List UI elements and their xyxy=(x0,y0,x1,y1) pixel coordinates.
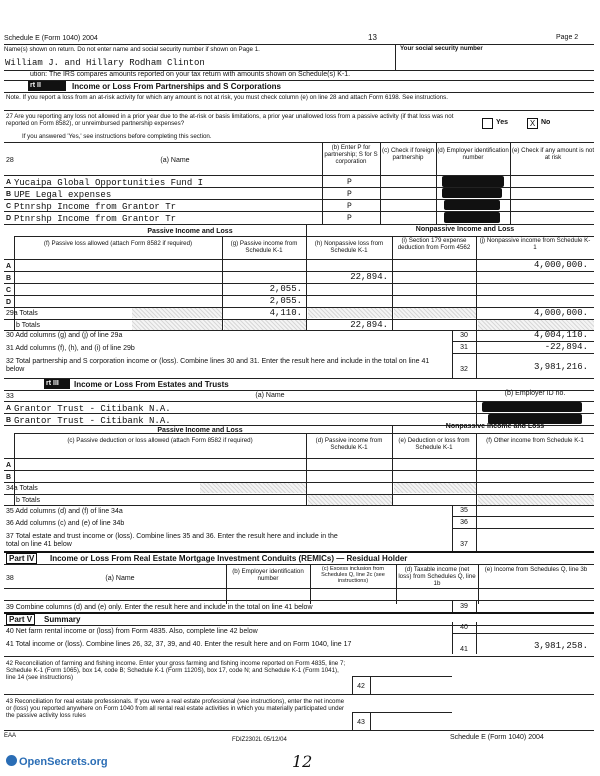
part2-title: Income or Loss From Partnerships and S Corporations xyxy=(72,82,281,91)
line-34b-label: b Totals xyxy=(16,497,40,504)
p2-row-b-letter: B xyxy=(6,191,12,198)
p4-col-b: (b) Employer identification number xyxy=(232,568,304,582)
p3-col-d: (d) Passive income from Schedule K-1 xyxy=(315,437,383,451)
line-28-label: 28 xyxy=(6,157,14,164)
p2-col-c: (c) Check if foreign partnership xyxy=(382,147,434,161)
p2-row-c-name: Ptnrshp Income from Grantor Tr xyxy=(14,202,177,212)
p3-col-b: (b) Employer ID no. xyxy=(504,390,566,397)
line-31-num: 31 xyxy=(460,344,468,351)
p2-col-b: (b) Enter P for partnership; S for S corporation xyxy=(324,144,378,165)
redacted-ein-b xyxy=(442,188,502,198)
p2-row-d-type: P xyxy=(347,214,352,223)
p2-col-h: (h) Nonpassive loss from Schedule K-1 xyxy=(314,240,384,254)
p2-amt-d-g: 2,055. xyxy=(269,296,302,306)
line-41-value: 3,981,258. xyxy=(533,641,588,651)
p2-amt-a-j: 4,000,000. xyxy=(533,260,588,270)
q27-no-checkbox[interactable]: X xyxy=(527,118,538,129)
p3-row-b-name: Grantor Trust - Citibank N.A. xyxy=(14,416,171,426)
p2-row-a-name: Yucaipa Global Opportunities Fund I xyxy=(14,178,204,188)
p2-col-f: (f) Passive loss allowed (attach Form 8582 if required) xyxy=(43,240,193,247)
ssn-label: Your social security number xyxy=(400,45,483,52)
q27-followup: If you answered 'Yes,' see instructions before completing this section. xyxy=(22,133,212,140)
line-30-num: 30 xyxy=(460,332,468,339)
p2-amt-c-g: 2,055. xyxy=(269,284,302,294)
part4-tag: Part IV xyxy=(6,553,37,564)
p4-col-a: (a) Name xyxy=(105,575,135,582)
redacted-ein-c xyxy=(444,200,500,210)
line-37-num: 37 xyxy=(460,541,468,548)
line-42-label: 42 Reconciliation of farming and fishing income. Enter your gross farming and fishing income reported on Form 4835, line 7; Schedule K-1 (Form 1065), box 14, code B; Schedule K-1 (Form 1120S), box 17, code N; and Schedule K-1 (Form 1041), line 14 (see instructions) xyxy=(6,660,346,681)
page-number: Page 2 xyxy=(556,34,579,41)
p2-col-d: (d) Employer identification number xyxy=(437,147,509,161)
part2-tag: rt II xyxy=(30,82,41,89)
p3-row-a-letter: A xyxy=(6,405,12,412)
p2-col-i: (i) Section 179 expense deduction from Form 4562 xyxy=(397,237,471,251)
p2-row-a-letter: A xyxy=(6,179,12,186)
line-43-num: 43 xyxy=(357,719,365,726)
line-32-num: 32 xyxy=(460,366,468,373)
p2-row-c-letter: C xyxy=(6,203,12,210)
line-32-value: 3,981,216. xyxy=(533,362,588,372)
line-29b-label: b Totals xyxy=(16,322,40,329)
p2-amt-b-letter: B xyxy=(6,275,12,282)
line-29a-g: 4,110. xyxy=(269,308,302,318)
line-38-label: 38 xyxy=(6,575,14,582)
line-31-label: 31 Add columns (f), (h), and (i) of line 29b xyxy=(6,345,135,352)
p3-amt-b-letter: B xyxy=(6,474,12,481)
p2-amt-b-h: 22,894. xyxy=(350,272,388,282)
line-39-label: 39 Combine columns (d) and (e) only. Enter the result here and include in the total on line 41 below xyxy=(6,604,313,611)
names-label: Name(s) shown on return. Do not enter name and social security number if shown on Page 1. xyxy=(4,46,260,53)
sequence-number: 13 xyxy=(368,33,377,42)
q27-text: 27 Are you reporting any loss not allowed in a prior year due to the at-risk or basis limitations, a prior year unallowed loss from a passive activity (if that loss was not reported on Form 8582), or unreimbursed partnership expenses? xyxy=(6,113,454,127)
form-title-top: Schedule E (Form 1040) 2004 xyxy=(4,35,98,42)
p2-amt-d-letter: D xyxy=(6,299,12,306)
p2-col-e: (e) Check if any amount is not at risk xyxy=(511,147,595,161)
line-32-label: 32 Total partnership and S corporation income or (loss). Combine lines 30 and 31. Enter the result here and include in the total on line 41 below xyxy=(6,358,430,373)
p2-row-b-name: UPE Legal expenses xyxy=(14,190,112,200)
line-35-label: 35 Add columns (d) and (f) of line 34a xyxy=(6,508,123,515)
p3-amt-a-letter: A xyxy=(6,462,12,469)
p3-row-a-name: Grantor Trust - Citibank N.A. xyxy=(14,404,171,414)
p4-col-c: (c) Excess inclusion from Schedules Q, line 2c (see instructions) xyxy=(321,566,385,584)
q27-no-label: No xyxy=(541,119,551,126)
form-code: FDIZ2302L 05/12/04 xyxy=(232,737,287,743)
line-31-value: -22,894. xyxy=(544,342,588,352)
p2-nonpassive-header: Nonpassive Income and Loss xyxy=(415,226,515,233)
watermark-logo-icon xyxy=(6,755,17,766)
line-33-label: 33 xyxy=(6,393,14,400)
handwritten-page-number: 12 xyxy=(292,752,313,771)
taxpayer-name: William J. and Hillary Rodham Clinton xyxy=(5,58,205,68)
line-39-num: 39 xyxy=(460,603,468,610)
line-40-num: 40 xyxy=(460,624,468,631)
line-29a-label: 29a Totals xyxy=(6,310,38,317)
line-40-label: 40 Net farm rental income or (loss) from Form 4835. Also, complete line 42 below xyxy=(6,628,258,635)
q27-yes-label: Yes xyxy=(496,119,509,126)
form-title-bottom: Schedule E (Form 1040) 2004 xyxy=(450,734,544,741)
redacted-ein-a xyxy=(442,176,504,187)
p2-col-g: (g) Passive income from Schedule K-1 xyxy=(230,240,298,254)
p2-amt-c-letter: C xyxy=(6,287,12,294)
p2-passive-header: Passive Income and Loss xyxy=(147,228,233,235)
p2-amt-a-letter: A xyxy=(6,263,12,270)
line-29b-h: 22,894. xyxy=(350,320,388,330)
p3-passive-header: Passive Income and Loss xyxy=(157,427,243,434)
p3-col-f: (f) Other income from Schedule K-1 xyxy=(486,437,584,444)
p2-col-j: (j) Nonpassive income from Schedule K-1 xyxy=(479,237,591,251)
eaa-mark: EAA xyxy=(4,733,17,739)
q27-yes-checkbox[interactable] xyxy=(482,118,493,129)
watermark-text: OpenSecrets.org xyxy=(19,756,108,768)
p4-col-d: (d) Taxable income (net loss) from Schedules Q, line 1b xyxy=(398,566,476,587)
p3-row-b-letter: B xyxy=(6,417,12,424)
line-36-num: 36 xyxy=(460,519,468,526)
line-30-label: 30 Add columns (g) and (j) of line 29a xyxy=(6,332,123,339)
p2-row-d-letter: D xyxy=(6,215,12,222)
p2-col-a: (a) Name xyxy=(160,157,190,164)
line-42-num: 42 xyxy=(357,683,365,690)
part3-title: Income or Loss From Estates and Trusts xyxy=(74,380,229,389)
line-30-value: 4,004,110. xyxy=(533,330,588,340)
line-43-label: 43 Reconciliation for real estate professionals. If you were a real estate professional (see instructions), enter the net income or (loss) you reported anywhere on Form 1040 from all rental real estate activities in which you materially participated under the passive activity loss rules xyxy=(6,698,345,719)
line-34a-label: 34a Totals xyxy=(6,485,38,492)
part3-tag: rt III xyxy=(46,380,59,387)
redacted-p3-ein-a xyxy=(482,402,582,412)
line-36-label: 36 Add columns (c) and (e) of line 34b xyxy=(6,520,125,527)
part5-title: Summary xyxy=(44,615,81,624)
p3-col-e: (e) Deduction or loss from Schedule K-1 xyxy=(398,437,470,451)
p3-col-c: (c) Passive deduction or loss allowed (attach Form 8582 if required) xyxy=(67,437,253,444)
opensecrets-watermark xyxy=(6,755,108,768)
part5-tag: Part V xyxy=(6,614,35,625)
p4-col-e: (e) Income from Schedules Q, line 3b xyxy=(484,566,588,573)
caution-text: ution: The IRS compares amounts reported on your tax return with amounts shown on Schedule(s) K-1. xyxy=(30,71,351,78)
p3-nonpassive-header: Nonpassive Income and Loss xyxy=(445,423,545,430)
line-41-label: 41 Total income or (loss). Combine lines 26, 32, 37, 39, and 40. Enter the result here and on Form 1040, line 17 xyxy=(6,641,352,648)
line-29a-j: 4,000,000. xyxy=(533,308,588,318)
part2-note: Note. If you report a loss from an at-risk activity for which any amount is not at risk, you must check column (e) on line 28 and attach Form 6198. See instructions. xyxy=(6,94,448,101)
p2-row-a-type: P xyxy=(347,178,352,187)
p2-row-d-name: Ptnrshp Income from Grantor Tr xyxy=(14,214,177,224)
p2-row-b-type: P xyxy=(347,190,352,199)
redacted-ein-d xyxy=(444,212,500,223)
line-35-num: 35 xyxy=(460,507,468,514)
p2-row-c-type: P xyxy=(347,202,352,211)
part4-title: Income or Loss From Real Estate Mortgage Investment Conduits (REMICs) — Residual Holder xyxy=(50,554,408,563)
p3-col-a: (a) Name xyxy=(255,392,285,399)
line-41-num: 41 xyxy=(460,646,468,653)
line-37-label: 37 Total estate and trust income or (loss). Combine lines 35 and 36. Enter the result here and include in the total on line 41 below xyxy=(6,533,338,548)
